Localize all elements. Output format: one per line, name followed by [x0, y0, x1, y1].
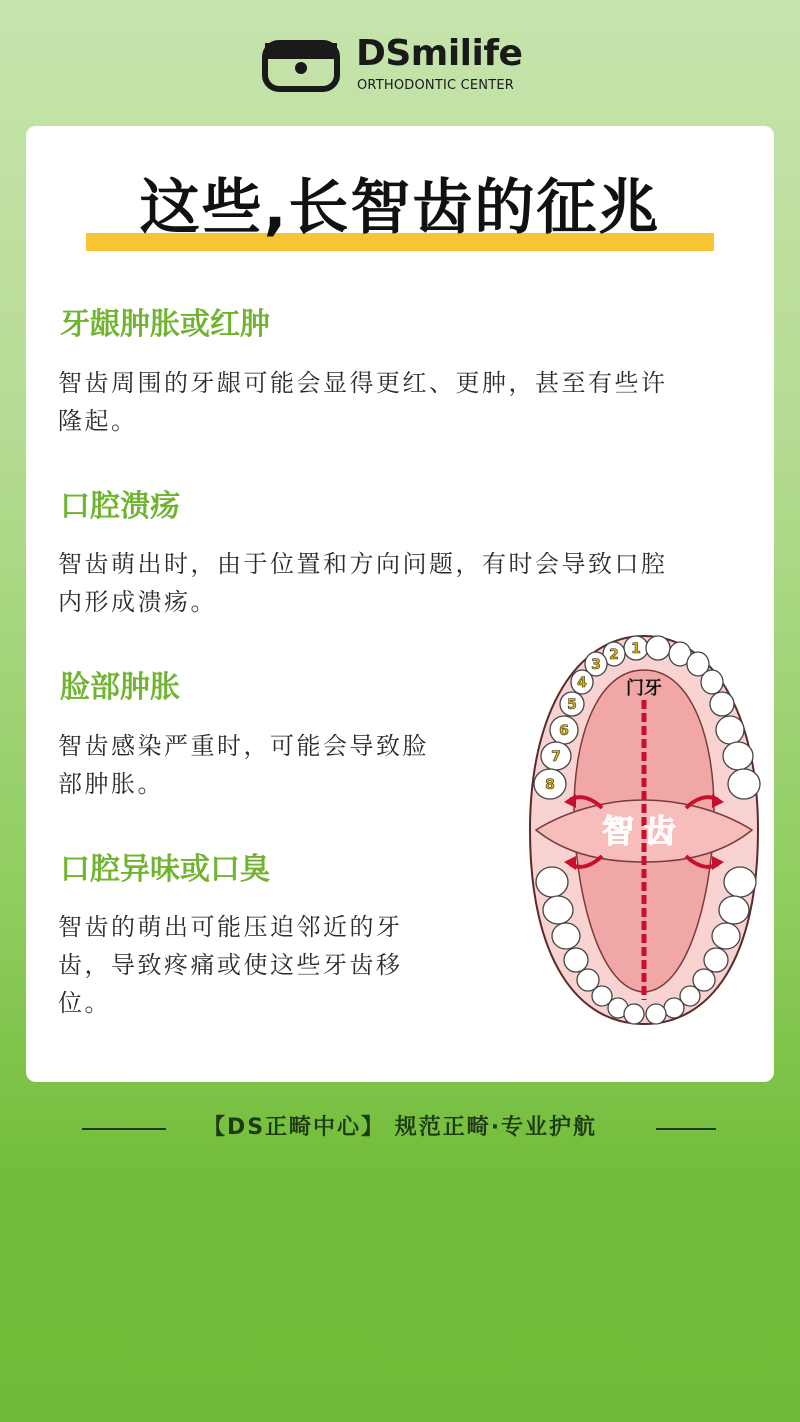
tooth-number-7: 7	[551, 749, 561, 765]
footer-slogan: 【DS正畸中心】 规范正畸·专业护航	[202, 1115, 598, 1140]
tooth-number-6: 6	[559, 723, 569, 739]
tooth-number-3: 3	[591, 657, 601, 673]
tooth-number-2: 2	[609, 647, 619, 663]
page-title: 这些,长智齿的征兆	[139, 173, 661, 243]
brand-name: DSmilife	[356, 33, 523, 74]
brand-subtitle: ORTHODONTIC CENTER	[357, 78, 515, 93]
section-title-oral-ulcer: 口腔溃疡	[60, 489, 180, 524]
dental-arch-diagram	[518, 630, 770, 1030]
section-body-gum-swelling: 智齿周围的牙龈可能会显得更红、更肿，甚至有些许 隆起。	[58, 369, 668, 435]
front-teeth-label: 门牙	[626, 678, 662, 699]
section-body-bad-breath: 智齿的萌出可能压迫邻近的牙 齿，导致疼痛或使这些牙齿移 位。	[58, 913, 403, 1017]
tooth-number-8: 8	[545, 777, 555, 793]
section-title-face-swelling: 脸部肿胀	[60, 670, 180, 705]
tooth-number-5: 5	[567, 697, 577, 713]
section-title-gum-swelling: 牙龈肿胀或红肿	[60, 307, 270, 342]
section-body-face-swelling: 智齿感染严重时，可能会导致脸 部肿胀。	[58, 732, 429, 798]
section-body-oral-ulcer: 智齿萌出时，由于位置和方向问题，有时会导致口腔 内形成溃疡。	[58, 550, 668, 616]
logo-icon	[262, 40, 340, 92]
wisdom-teeth-label: 智齿	[601, 812, 687, 850]
tooth-number-4: 4	[577, 675, 587, 691]
header	[0, 0, 800, 126]
tooth-number-1: 1	[631, 641, 641, 657]
section-title-bad-breath: 口腔异味或口臭	[60, 852, 270, 887]
